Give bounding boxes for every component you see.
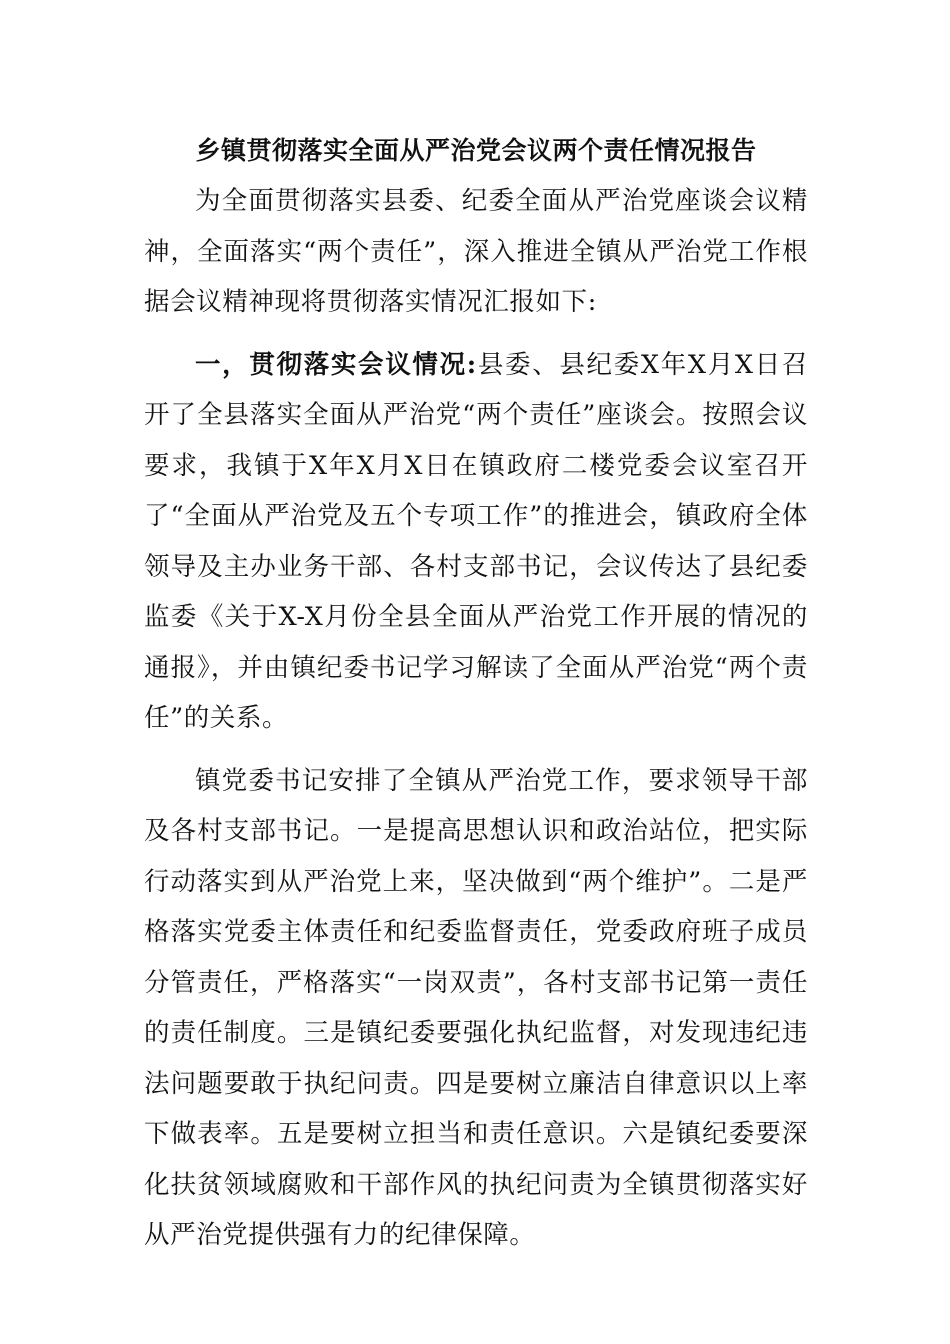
- section1-body: 县委、县纪委X年X月X日召开了全县落实全面从严治党“两个责任”座谈会。按照会议要求，我镇于X年X月X日在镇政府二楼党委会议室召开了“全面从严治党及五个专项工作”的推进会，镇政府全体领导及主办业务干部、各村支部书记，会议传达了县纪委监委《关于X-X月份全县全面从严治党工作开展的情况的通报》，并由镇纪委书记学习解读了全面从严治党“两个责任”的关系。: [144, 349, 808, 733]
- section1-paragraph: [144, 340, 808, 744]
- document-title: 乡镇贯彻落实全面从严治党会议两个责任情况报告: [195, 136, 757, 165]
- document-body: [144, 126, 808, 1261]
- paragraph-3: 镇党委书记安排了全镇从严治党工作，要求领导干部及各村支部书记。一是提高思想认识和政治站位，把实际行动落实到从严治党上来，坚决做到“两个维护”。二是严格落实党委主体责任和纪委监督责任，党委政府班子成员分管责任，严格落实“一岗双责”，各村支部书记第一责任的责任制度。三是镇纪委要强化执纪监督，对发现违纪违法问题要敢于执纪问责。四是要树立廉洁自律意识以上率下做表率。五是要树立担当和责任意识。六是镇纪委要深化扶贫领域腐败和干部作风的执纪问责为全镇贯彻落实好从严治党提供强有力的纪律保障。: [144, 765, 808, 1250]
- section1-heading: 一，贯彻落实会议情况:: [195, 349, 477, 380]
- intro-paragraph: 为全面贯彻落实县委、纪委全面从严治党座谈会议精神，全面落实“两个责任”，深入推进全镇从严治党工作根据会议精神现将贯彻落实情况汇报如下:: [144, 186, 808, 317]
